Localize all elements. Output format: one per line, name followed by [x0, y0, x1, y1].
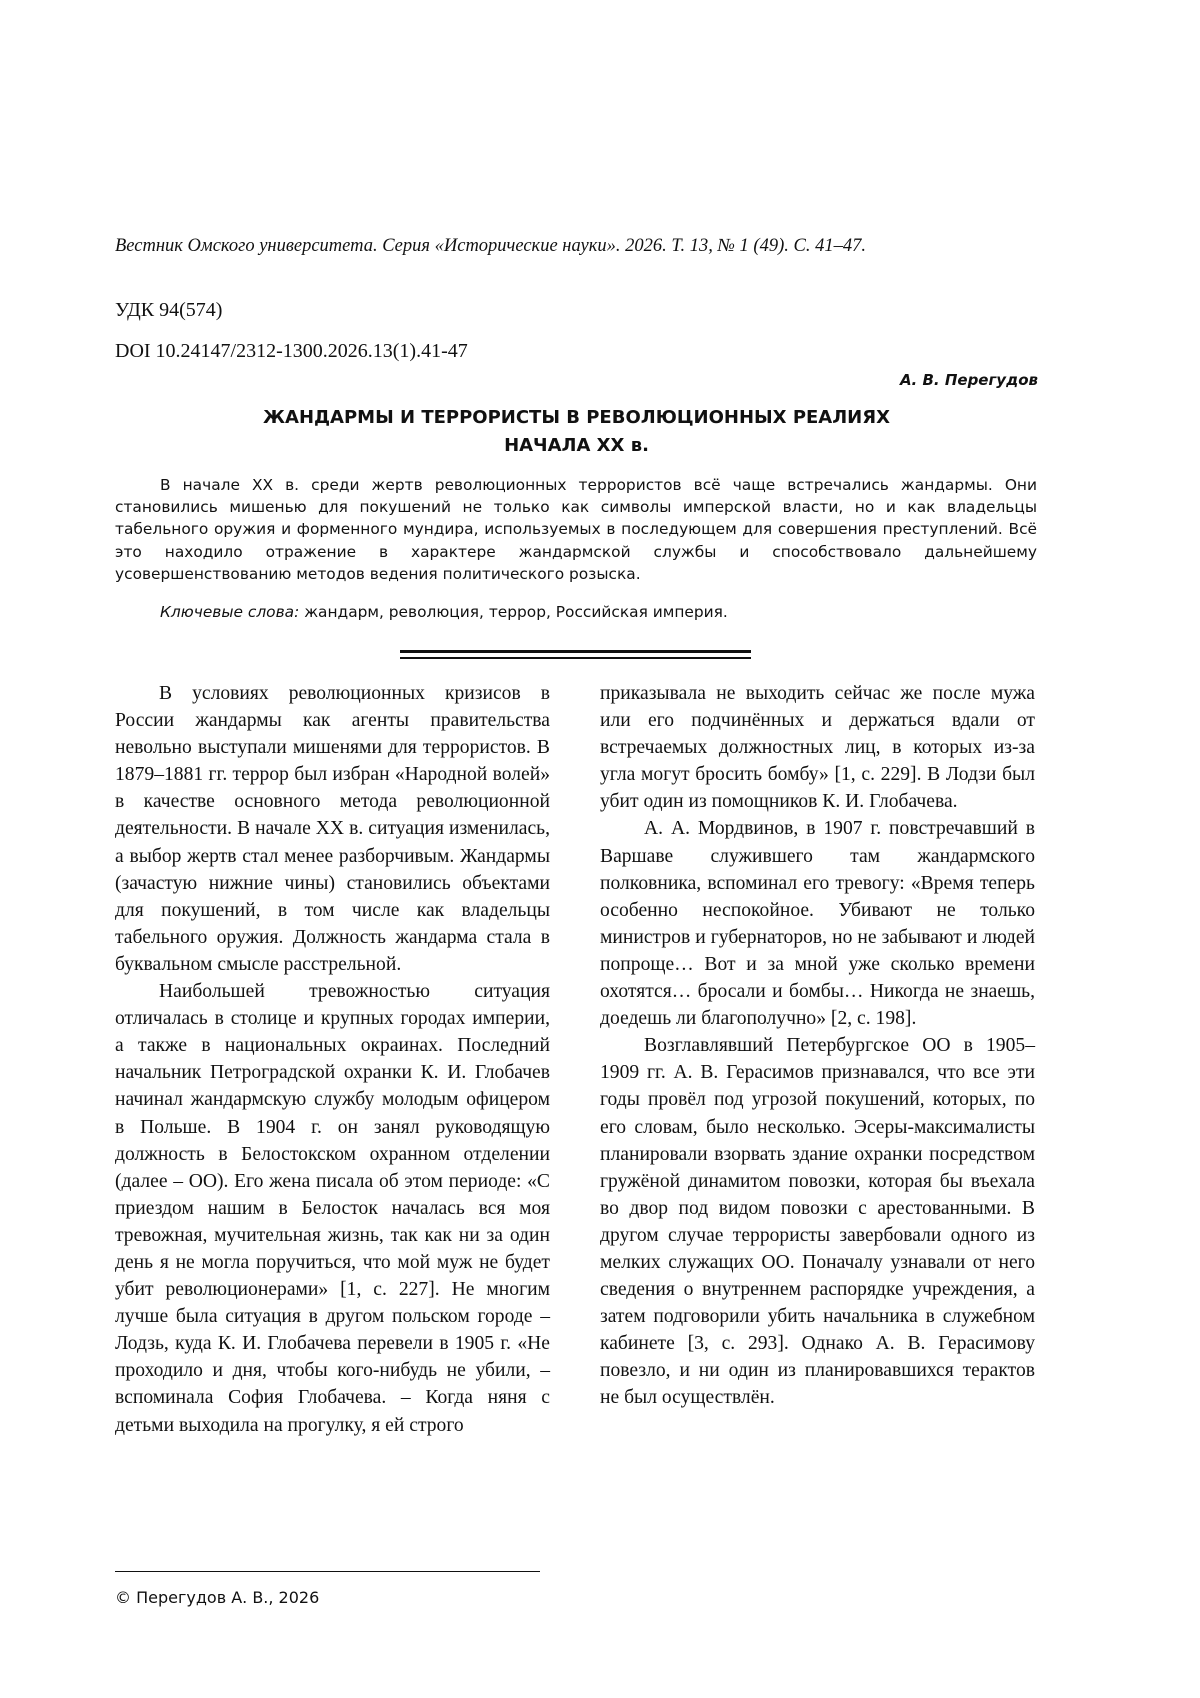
doi: DOI 10.24147/2312-1300.2026.13(1).41-47 — [115, 340, 468, 362]
author-name: А. В. Перегудов — [899, 371, 1038, 389]
title-line-1: ЖАНДАРМЫ И ТЕРРОРИСТЫ В РЕВОЛЮЦИОННЫХ РЕАЛИЯХ — [262, 407, 890, 428]
keywords-label: Ключевые слова: — [160, 603, 300, 621]
paragraph: А. А. Мордвинов, в 1907 г. повстречавший в Варшаве служившего там жандармского полковника, вспоминал его тревогу: «Время теперь особенно неспокойное. Убивают не только министров и губернаторов, но не забывают и людей попроще… Вот и за мной уже сколько времени охотятся… бросали и бомбы… Никогда не знаешь, доедешь ли благополучно» [2, с. 198]. — [600, 818, 1035, 1030]
copyright-notice: © Перегудов А. В., 2026 — [115, 1588, 320, 1607]
paragraph: В условиях революционных кризисов в России жандармы как агенты правительства невольно выступали мишенями для террористов. В 1879–1881 гг. террор был избран «Народной волей» в качестве основного метода революционной деятельности. В начале XX в. ситуация изменилась, а выбор жертв стал менее разборчивым. Жандармы (зачастую нижние чины) становились объектами для покушений, в том числе как владельцы табельного оружия. Должность жандарма стала в буквальном смысле расстрельной. — [115, 683, 550, 975]
keywords — [160, 603, 728, 621]
paragraph: Возглавлявший Петербургское ОО в 1905–1909 гг. А. В. Герасимов признавался, что все эти годы провёл под угрозой покушений, которых, по его словам, было несколько. Эсеры-максималисты планировали взорвать здание охранки посредством гружёной динамитом повозки, которая бы въехала во двор под видом повозки с арестованными. В другом случае террористы завербовали одного из мелких служащих ОО. Поначалу узнавали от него сведения о внутреннем распорядке учреждения, а затем подговорили убить начальника в служебном кабинете [3, с. 293]. Однако А. В. Герасимову повезло, и ни один из планировавшихся терактов не был осуществлён. — [600, 1035, 1035, 1409]
section-divider-thin — [400, 657, 751, 659]
paragraph-continued: приказывала не выходить сейчас же после мужа или его подчинённых и держаться вдали от встречаемых должностных лиц, в которых из-за угла могут бросить бомбу» [1, с. 229]. В Лодзи был убит один из помощников К. И. Глобачева. — [600, 683, 1035, 813]
abstract: В начале XX в. среди жертв революционных террористов всё чаще встречались жандармы. Они становились мишенью для покушений не только как символы имперской власти, но и как владельцы табельного оружия и форменного мундира, используемых в последующем для совершения преступлений. Всё это находило отражение в характере жандармской службы и способствовало дальнейшему усовершенствованию методов ведения политического розыска. — [115, 476, 1037, 583]
footnote-rule — [115, 1571, 540, 1572]
body-column-left — [115, 680, 550, 1439]
keywords-list: жандарм, революция, террор, Российская империя. — [304, 603, 728, 621]
udc-code: УДК 94(574) — [115, 299, 223, 321]
title-line-2: НАЧАЛА XX в. — [504, 435, 649, 456]
body-column-right — [600, 680, 1035, 1412]
paragraph: Наибольшей тревожностью ситуация отличалась в столице и крупных городах империи, а также в национальных окраинах. Последний начальник Петроградской охранки К. И. Глобачев начинал жандармскую службу молодым офицером в Польше. В 1904 г. он занял руководящую должность в Белостокском охранном отделении (далее – ОО). Его жена писала об этом периоде: «С приездом нашим в Белосток началась вся моя тревожная, мучительная жизнь, так как ни за один день я не могла поручиться, что мой муж не будет убит революционерами» [1, с. 227]. Не многим лучше была ситуация в другом польском городе – Лодзь, куда К. И. Глобачева перевели в 1905 г. «Не проходило и дня, чтобы кого-нибудь не убили, – вспоминала София Глобачева. – Когда няня с детьми выходила на прогулку, я ей строго — [115, 981, 550, 1436]
section-divider-thick — [400, 650, 751, 653]
article-title — [115, 404, 1038, 460]
journal-citation: Вестник Омского университета. Серия «Исторические науки». 2026. Т. 13, № 1 (49). С. 41–47. — [115, 236, 866, 256]
